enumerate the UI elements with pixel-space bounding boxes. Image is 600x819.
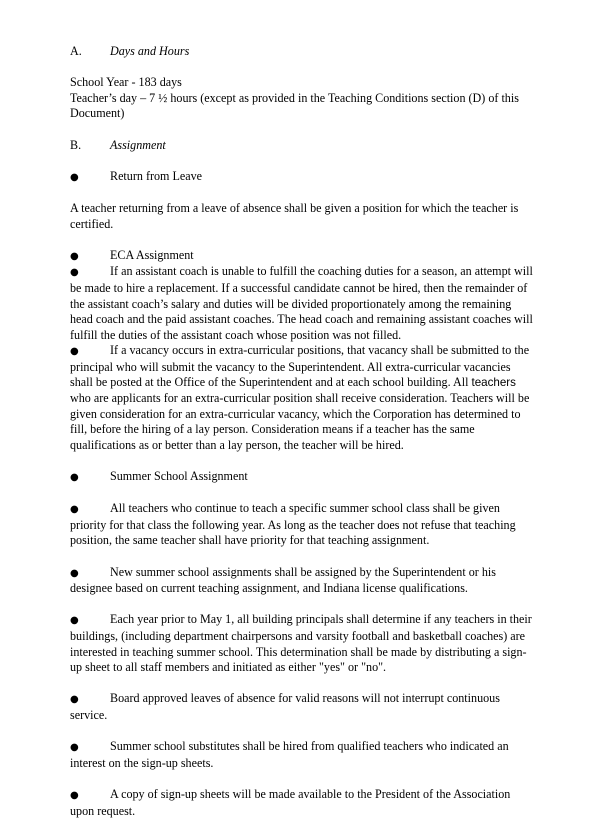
school-year-line: School Year - 183 days <box>70 75 182 90</box>
document-body <box>70 44 533 819</box>
section-heading-b <box>70 138 533 154</box>
bullet-icon: ● <box>70 742 79 754</box>
section-title-b: Assignment <box>110 137 166 152</box>
spacer <box>70 453 533 469</box>
section-title-a: Days and Hours <box>110 44 190 58</box>
spacer <box>70 122 533 138</box>
bullet-icon: ● <box>70 615 79 627</box>
bullet-copy-signup <box>70 787 533 819</box>
spacer <box>70 60 533 76</box>
bullet-text: If an assistant coach is unable to fulfill the coaching duties for a season, an attempt will be made to hire a replacement. If a successful candidate cannot be hired, then the remainder of the assistant coach’s salary and duties will be divided proportionately among the remaining head coach and the paid assistant coaches. The head coach and remaining assistant coaches will fulfill the duties of the assistant coach whose position was not filled. <box>70 264 533 342</box>
bullet-text: All teachers who continue to teach a specific summer school class shall be given priority for that class the following year. As long as the teacher does not refuse that teaching position, the same teacher shall have priority for that teaching assignment. <box>70 501 516 548</box>
bullet-text: Each year prior to May 1, all building principals shall determine if any teachers in their buildings, (including department chairpersons and varsity football and basketball coaches) are interested in teaching summer school. This determination shall be made by distributing a sign-up sheet to all staff members and initiated as either "yes" or "no". <box>70 612 532 675</box>
bullet-new-assignments <box>70 565 533 597</box>
bullet-text: New summer school assignments shall be assigned by the Superintendent or his designee based on current teaching assignment, and Indiana license qualifications. <box>70 564 496 596</box>
bullet-substitutes <box>70 739 533 771</box>
bullet-icon: ● <box>70 472 79 484</box>
spacer <box>70 676 533 692</box>
bullet-label: ECA Assignment <box>110 247 194 262</box>
bullet-board-leaves <box>70 691 533 723</box>
bullet-text: A copy of sign-up sheets will be made available to the President of the Association upon request. <box>70 786 511 818</box>
bullet-summer-priority <box>70 501 533 549</box>
spacer <box>70 232 533 248</box>
bullet-icon: ● <box>70 789 79 801</box>
spacer <box>70 597 533 613</box>
bullet-text-part-1: If a vacancy occurs in extra-curricular positions, that vacancy shall be submitted to the principal who will submit the vacancy to the Superintendent. All extra-curricular vacancies shall be posted at the Office of the Superintendent and at each school building. All <box>70 343 530 390</box>
spacer <box>70 724 533 740</box>
bullet-icon: ● <box>70 567 79 579</box>
bullet-label: Summer School Assignment <box>110 469 248 484</box>
bullet-icon: ● <box>70 171 79 183</box>
bullet-text: Summer school substitutes shall be hired from qualified teachers who indicated an interest on the sign-up sheets. <box>70 739 509 770</box>
teacher-day-line: Teacher’s day – 7 ½ hours (except as provided in the Teaching Conditions section (D) of this Document) <box>70 90 519 121</box>
bullet-icon: ● <box>70 694 79 706</box>
spacer <box>70 549 533 565</box>
bullet-label: Return from Leave <box>110 168 203 183</box>
bullet-eca-assignment <box>70 248 533 265</box>
section-heading-a <box>70 44 533 60</box>
section-letter-b: B. <box>70 137 82 152</box>
bullet-text: Board approved leaves of absence for valid reasons will not interrupt continuous service. <box>70 691 500 722</box>
bullet-icon: ● <box>70 504 79 516</box>
bullet-summer-school-assignment <box>70 469 533 486</box>
paragraph-return-from-leave-body: A teacher returning from a leave of absence shall be given a position for which the teacher is certified. <box>70 200 519 231</box>
bullet-icon: ● <box>70 267 79 279</box>
bullet-may-first <box>70 612 533 675</box>
bullet-assistant-coach <box>70 264 533 343</box>
spacer <box>70 771 533 787</box>
spacer <box>70 486 533 502</box>
bullet-text-part-2: who are applicants for an extra-curricular position shall receive consideration. Teachers will be given consideration for an extra-curricular vacancy, which the Corporation has determined to fill, before the hiring of a lay person. Consideration means if a teacher has the same qualifications as or better than a lay person, the teacher will be hired. <box>70 391 530 452</box>
bullet-icon: ● <box>70 346 79 358</box>
bullet-icon: ● <box>70 250 79 262</box>
emphasized-word-teachers: teachers <box>471 376 516 390</box>
section-letter-a: A. <box>70 44 82 58</box>
spacer <box>70 185 533 201</box>
spacer <box>70 153 533 169</box>
bullet-return-from-leave <box>70 169 533 186</box>
bullet-vacancy <box>70 343 533 453</box>
